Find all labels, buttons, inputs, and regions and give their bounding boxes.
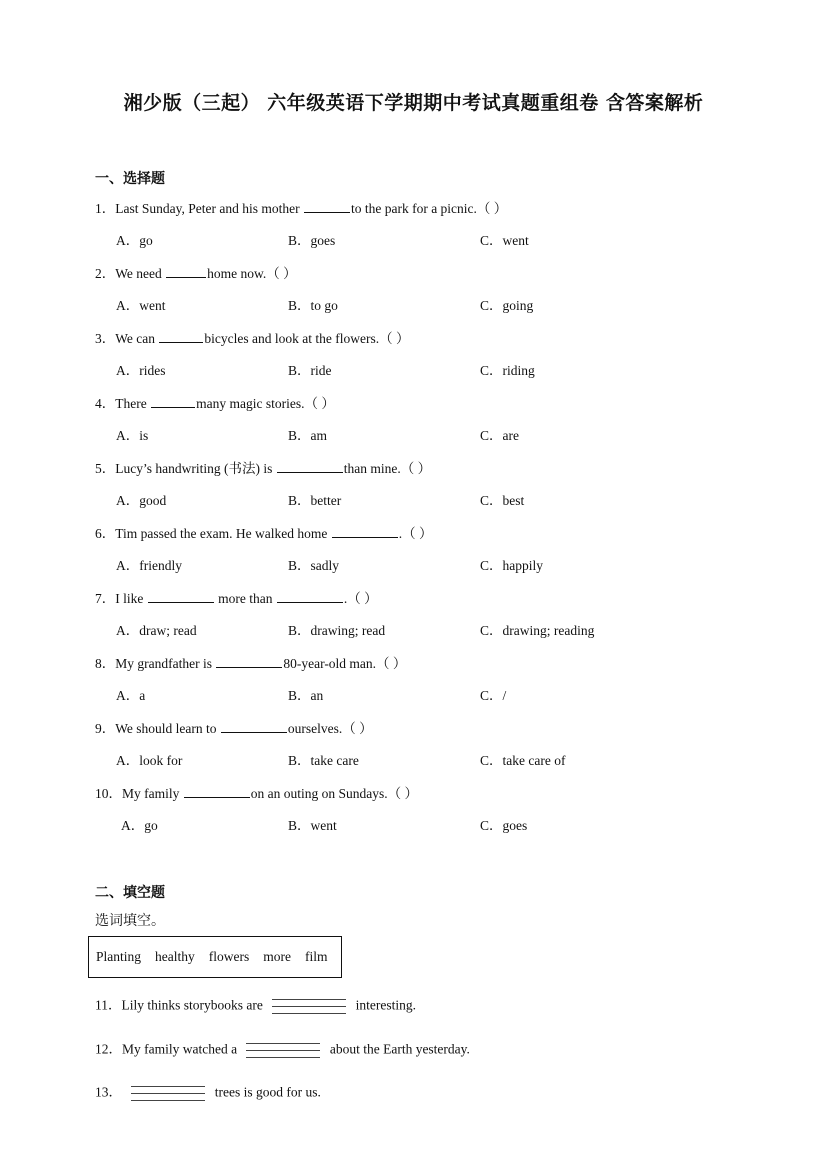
section-heading-fill: 二、填空题 — [95, 885, 165, 901]
question-number: 3． — [95, 331, 116, 346]
question-5 — [95, 457, 431, 477]
option-b[interactable]: B．drawing; read — [288, 623, 386, 638]
question-text: .（ ） — [398, 526, 433, 541]
answer-blank[interactable] — [332, 525, 398, 538]
option-b[interactable]: B．to go — [288, 298, 338, 313]
question-6 — [95, 522, 432, 542]
answer-blank[interactable] — [151, 395, 195, 408]
answer-blank[interactable] — [148, 590, 214, 603]
question-number: 2． — [95, 266, 116, 281]
answer-blank[interactable] — [277, 590, 343, 603]
question-number: 9． — [95, 721, 116, 736]
option-c[interactable]: C．/ — [480, 688, 507, 703]
option-c[interactable]: C．went — [480, 233, 529, 248]
fill-item-13: 13． trees is good for us. — [95, 1080, 321, 1107]
question-8 — [95, 652, 406, 672]
question-10 — [95, 782, 418, 802]
question-text: .（ ） — [343, 591, 378, 606]
option-a[interactable]: A．go — [116, 233, 153, 248]
question-text: on an outing on Sundays.（ ） — [250, 786, 418, 801]
option-a[interactable]: A．go — [121, 818, 158, 833]
option-a[interactable]: A．friendly — [116, 558, 182, 573]
word-bank-item: healthy — [155, 949, 195, 964]
question-number: 10． — [95, 786, 122, 801]
question-2 — [95, 262, 297, 282]
option-c[interactable]: C．best — [480, 493, 525, 508]
option-a[interactable]: A．look for — [116, 753, 183, 768]
option-c[interactable]: C．happily — [480, 558, 543, 573]
question-text: We should learn to — [115, 721, 217, 736]
word-bank-item: more — [263, 949, 292, 964]
section-heading-choice: 一、选择题 — [95, 171, 165, 187]
answer-blank[interactable] — [304, 200, 350, 213]
question-4 — [95, 392, 335, 412]
option-c[interactable]: C．going — [480, 298, 534, 313]
question-number: 1． — [95, 201, 116, 216]
answer-blank[interactable] — [131, 1080, 205, 1107]
question-text: My family — [122, 786, 180, 801]
option-c[interactable]: C．take care of — [480, 753, 566, 768]
question-text: We can — [115, 331, 156, 346]
question-text: bicycles and look at the flowers.（ ） — [204, 331, 410, 346]
option-b[interactable]: B．an — [288, 688, 324, 703]
question-text: Lucy’s handwriting (书法) is — [115, 461, 273, 476]
question-text: home now.（ ） — [207, 266, 297, 281]
question-1 — [95, 197, 507, 217]
answer-blank[interactable] — [159, 330, 203, 343]
question-text: Last Sunday, Peter and his mother — [115, 201, 300, 216]
answer-blank[interactable] — [184, 785, 250, 798]
question-text: I like — [115, 591, 144, 606]
option-a[interactable]: A．went — [116, 298, 166, 313]
question-text: to the park for a picnic.（ ） — [350, 201, 508, 216]
option-c[interactable]: C．riding — [480, 363, 535, 378]
answer-blank[interactable] — [272, 993, 346, 1020]
word-bank — [88, 936, 342, 978]
option-b[interactable]: B．ride — [288, 363, 332, 378]
question-text: There — [115, 396, 147, 411]
question-text: than mine.（ ） — [343, 461, 432, 476]
option-b[interactable]: B．sadly — [288, 558, 340, 573]
option-a[interactable]: A．rides — [116, 363, 166, 378]
question-3 — [95, 327, 409, 347]
fill-item-12: 12．My family watched a about the Earth yesterday. — [95, 1037, 470, 1064]
question-text: Tim passed the exam. He walked home — [115, 526, 328, 541]
answer-blank[interactable] — [221, 720, 287, 733]
answer-blank[interactable] — [277, 460, 343, 473]
word-bank-item: Planting — [96, 949, 142, 964]
option-c[interactable]: C．goes — [480, 818, 528, 833]
question-number: 4． — [95, 396, 116, 411]
question-7 — [95, 587, 378, 607]
word-bank-item: film — [305, 949, 328, 964]
option-a[interactable]: A．draw; read — [116, 623, 197, 638]
answer-blank[interactable] — [246, 1037, 320, 1064]
question-text: 80-year-old man.（ ） — [283, 656, 407, 671]
question-number: 5． — [95, 461, 116, 476]
question-text: ourselves.（ ） — [287, 721, 373, 736]
question-text: We need — [115, 266, 162, 281]
question-text: My grandfather is — [115, 656, 212, 671]
option-b[interactable]: B．goes — [288, 233, 336, 248]
option-b[interactable]: B．am — [288, 428, 327, 443]
question-number: 7． — [95, 591, 116, 606]
page-title: 湘少版（三起） 六年级英语下学期期中考试真题重组卷 含答案解析 — [123, 92, 704, 114]
fill-item-11: 11．Lily thinks storybooks are interesting. — [95, 993, 416, 1020]
option-c[interactable]: C．are — [480, 428, 519, 443]
word-bank-item: flowers — [208, 949, 250, 964]
option-c[interactable]: C．drawing; reading — [480, 623, 595, 638]
question-text: many magic stories.（ ） — [196, 396, 335, 411]
option-a[interactable]: A．is — [116, 428, 149, 443]
option-a[interactable]: A．good — [116, 493, 167, 508]
question-number: 6． — [95, 526, 116, 541]
answer-blank[interactable] — [166, 265, 206, 278]
option-b[interactable]: B．went — [288, 818, 337, 833]
question-number: 8． — [95, 656, 116, 671]
question-9 — [95, 717, 373, 737]
option-b[interactable]: B．better — [288, 493, 342, 508]
question-text: more than — [218, 591, 273, 606]
fill-instruction: 选词填空。 — [95, 913, 165, 929]
option-a[interactable]: A．a — [116, 688, 146, 703]
option-b[interactable]: B．take care — [288, 753, 359, 768]
answer-blank[interactable] — [216, 655, 282, 668]
